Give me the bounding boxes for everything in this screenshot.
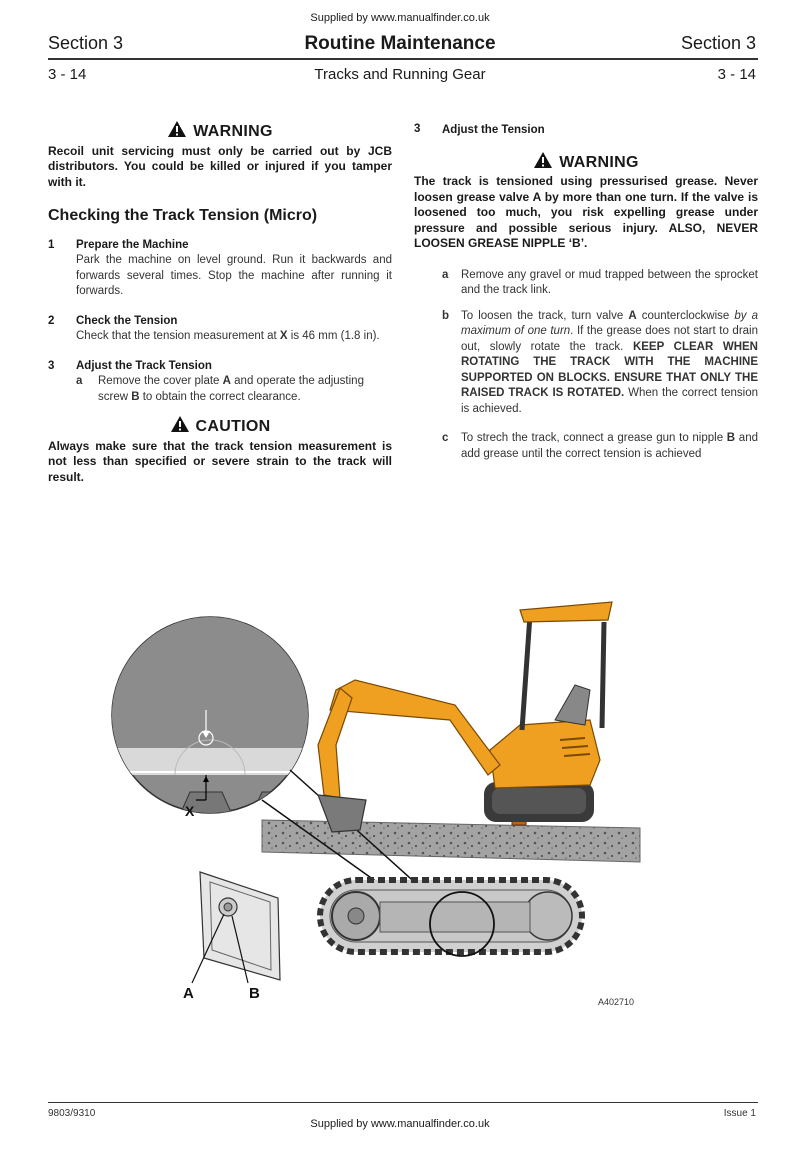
excavator-illustration — [318, 602, 612, 832]
track-tension-figure — [0, 560, 800, 1030]
warning-triangle-icon — [533, 151, 553, 169]
step-3-right — [414, 122, 758, 139]
section-label-right: Section 3 — [680, 33, 756, 53]
label-b: B — [249, 985, 260, 1002]
page-number-right: 3 - 14 — [717, 66, 756, 83]
sub-step-letter: a — [442, 268, 449, 281]
warning-text-right: The track is tensioned using pressurised grease. Never loosen grease valve A by more than one turn. If the valve is loosened too much, you risk expelling grease under pressure and possible serious injury. ALSO, NEVER LOOSEN GREASE NIPPLE ‘B’. — [414, 174, 758, 250]
warning-label: WARNING — [193, 123, 273, 140]
supplied-by-bottom: Supplied by www.manualfinder.co.uk — [310, 1118, 490, 1130]
warning-triangle-icon — [167, 120, 187, 138]
figure-reference: A402710 — [598, 997, 635, 1007]
cover-plate-detail — [183, 872, 280, 1002]
section-heading: Checking the Track Tension (Micro) — [48, 207, 318, 224]
step-2 — [48, 314, 392, 345]
doc-number: 9803/9310 — [48, 1108, 96, 1119]
sub-step-letter: c — [442, 432, 449, 444]
page-subtitle: Tracks and Running Gear — [314, 66, 486, 83]
caution-triangle-icon — [170, 415, 190, 433]
step-body: Check that the tension measurement at X is 46 mm (1.8 in). — [76, 330, 380, 342]
sub-step-a: a Remove the cover plate A and operate the adjusting screw B to obtain the correct clearance. — [76, 375, 364, 403]
footer-rule — [48, 1102, 758, 1103]
page-number-left: 3 - 14 — [48, 66, 87, 83]
detail-magnifier — [100, 610, 320, 820]
left-column — [48, 120, 392, 485]
section-label-left: Section 3 — [48, 33, 124, 53]
sub-step-c-right: c To strech the track, connect a grease gun to nipple B and add grease until the correct tension is achieved — [442, 432, 758, 460]
step-title: Adjust the Tension — [442, 124, 545, 136]
caution-text: Always make sure that the track tension measurement is not less than specified or severe strain to the track will result. — [48, 438, 392, 484]
label-x: X — [185, 803, 195, 819]
warning-label: WARNING — [559, 153, 639, 171]
warning-text-left: Recoil unit servicing must only be carried out by JCB distributors. You could be killed or injured if you tamper with it. — [48, 143, 392, 189]
step-number: 1 — [48, 238, 55, 251]
step-number: 3 — [414, 123, 421, 135]
caution-label: CAUTION — [195, 418, 271, 435]
step-body: Park the machine on level ground. Run it backwards and forwards several times. Stop the machine after running it forwards. — [76, 254, 392, 297]
sub-step-a-right: a Remove any gravel or mud trapped between the sprocket and the track link. — [442, 268, 758, 296]
supplied-by-top: Supplied by www.manualfinder.co.uk — [310, 12, 490, 24]
step-title: Check the Tension — [76, 314, 178, 327]
sub-step-letter: a — [76, 375, 83, 387]
step-title: Prepare the Machine — [76, 238, 189, 251]
step-title: Adjust the Track Tension — [76, 359, 212, 372]
step-3 — [48, 359, 392, 406]
step-number: 3 — [48, 359, 55, 372]
warning-heading-right — [414, 151, 758, 171]
right-column — [414, 122, 758, 462]
label-a: A — [183, 985, 194, 1002]
caution-heading — [48, 415, 392, 435]
sub-step-b-right: b To loosen the track, turn valve A counterclockwise by a maximum of one turn. If the grease does not start to drain out, slowly rotate the track. KEEP CLEAR WHEN ROTATING THE TRACK WITH THE MACHINE SUPPORTED ON BLOCKS. ENSURE THAT ONLY THE RAISED TRACK IS ROTATED. When the correct tension is achieved. — [442, 309, 758, 415]
sub-step-letter: b — [442, 309, 450, 322]
step-number: 2 — [48, 314, 55, 327]
step-1 — [48, 238, 392, 300]
header-rule — [48, 58, 758, 60]
warning-heading-left — [48, 120, 392, 140]
track-assembly — [320, 880, 582, 956]
page-title: Routine Maintenance — [304, 33, 496, 54]
issue-number: Issue 1 — [723, 1108, 756, 1119]
